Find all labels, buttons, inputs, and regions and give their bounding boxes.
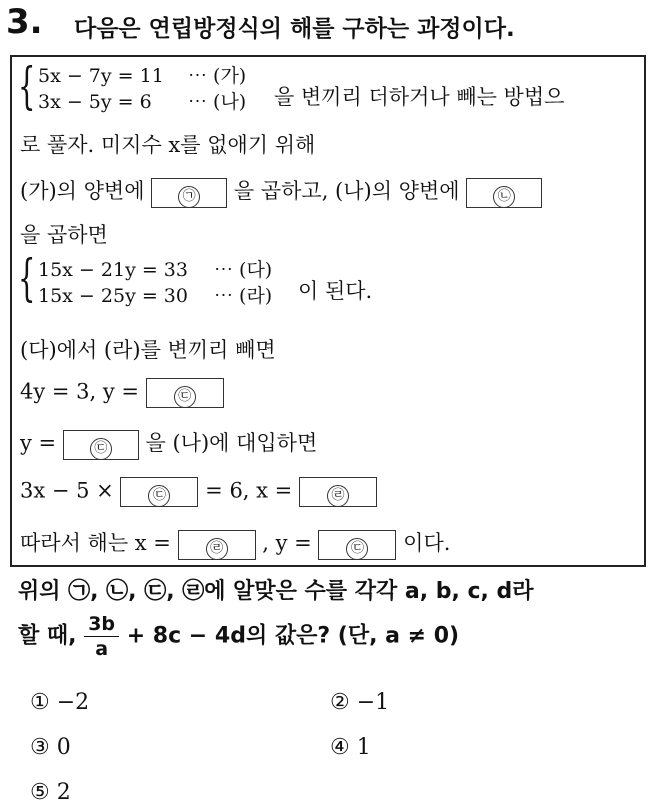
blank-a — [151, 178, 227, 208]
line6 — [20, 378, 224, 408]
choice-3-mark: ③ — [30, 735, 50, 760]
system2-tag2: ⋯ (라) — [214, 285, 273, 307]
blank-c3-label: ㉢ — [148, 485, 170, 507]
blank-d1-label: ㉣ — [327, 485, 349, 507]
blank-b-label: ㉡ — [493, 186, 515, 208]
blank-c3 — [120, 477, 198, 507]
question-title: 다음은 연립방정식의 해를 구하는 과정이다. — [74, 16, 515, 42]
choice-5-value: 2 — [56, 780, 71, 805]
line6-text: 4y = 3, y = — [20, 379, 140, 404]
choice-3[interactable] — [30, 735, 71, 760]
line7 — [20, 427, 317, 460]
ask-line1: 위의 ㉠, ㉡, ㉢, ㉣에 알맞은 수를 각각 a, b, c, d라 — [18, 579, 534, 604]
blank-c2 — [63, 430, 139, 460]
choice-4-mark: ④ — [330, 735, 350, 760]
line9-b: , y = — [262, 531, 312, 555]
system2-eq1: 15x − 21y = 33 — [38, 259, 188, 281]
line4: 을 곱하면 — [20, 223, 108, 247]
choice-2[interactable] — [330, 690, 389, 715]
line9 — [20, 527, 450, 560]
line1-after: 을 변끼리 더하거나 빼는 방법으 — [274, 85, 565, 109]
blank-d1 — [299, 477, 377, 507]
question-number: 3. — [6, 2, 43, 42]
blank-c2-label: ㉢ — [90, 438, 112, 460]
line3-b: 을 곱하고, (나)의 양변에 — [233, 179, 460, 203]
solution-box — [10, 55, 646, 567]
blank-b — [466, 178, 542, 208]
line2: 로 풀자. 미지수 x를 없애기 위해 — [20, 133, 316, 157]
choice-1[interactable] — [30, 690, 89, 715]
blank-a-label: ㉠ — [178, 186, 200, 208]
line3 — [20, 175, 542, 208]
line7-a: y = — [20, 431, 57, 455]
line3-a: (가)의 양변에 — [20, 179, 145, 203]
choice-3-value: 0 — [56, 735, 71, 760]
system2-eq2: 15x − 25y = 30 — [38, 285, 188, 307]
blank-d2-label: ㉣ — [206, 538, 228, 560]
system1-tag1: ⋯ (가) — [188, 65, 247, 87]
system2-after: 이 된다. — [298, 279, 373, 303]
line9-a: 따라서 해는 x = — [20, 531, 171, 555]
line9-c: 이다. — [403, 531, 451, 555]
system2-brace: { — [18, 249, 36, 307]
system1-brace: { — [18, 57, 36, 115]
blank-c1 — [146, 378, 224, 408]
line8-b: = 6, x = — [205, 478, 293, 503]
system1-tag2: ⋯ (나) — [188, 91, 247, 113]
line7-b: 을 (나)에 대입하면 — [145, 431, 318, 455]
ask-fraction — [84, 612, 119, 661]
line8-a: 3x − 5 × — [20, 478, 114, 503]
ask-line2-pre: 할 때, — [18, 623, 77, 649]
ask-line2-expr: + 8c − 4d의 값은? (단, a ≠ 0) — [126, 623, 460, 649]
system1-eq1: 5x − 7y = 11 — [38, 65, 164, 87]
blank-d2 — [178, 530, 256, 560]
choice-1-mark: ① — [30, 690, 50, 715]
choice-5-mark: ⑤ — [30, 780, 50, 805]
ask-line2 — [18, 612, 459, 661]
choice-4[interactable] — [330, 735, 371, 760]
line5: (다)에서 (라)를 변끼리 빼면 — [20, 338, 276, 362]
system2-tag1: ⋯ (다) — [214, 259, 273, 281]
choice-2-mark: ② — [330, 690, 350, 715]
choice-4-value: 1 — [356, 735, 371, 760]
system2 — [38, 257, 272, 309]
blank-c1-label: ㉢ — [174, 386, 196, 408]
system1-eq2: 3x − 5y = 6 — [38, 91, 152, 113]
blank-c4 — [318, 530, 396, 560]
choice-1-value: −2 — [56, 690, 90, 715]
blank-c4-label: ㉢ — [346, 538, 368, 560]
ask-fraction-numerator: 3b — [84, 612, 119, 637]
line8 — [20, 477, 377, 507]
ask-fraction-denominator: a — [95, 638, 109, 660]
system1 — [38, 63, 246, 115]
choice-2-value: −1 — [356, 690, 390, 715]
choice-5[interactable] — [30, 780, 71, 805]
